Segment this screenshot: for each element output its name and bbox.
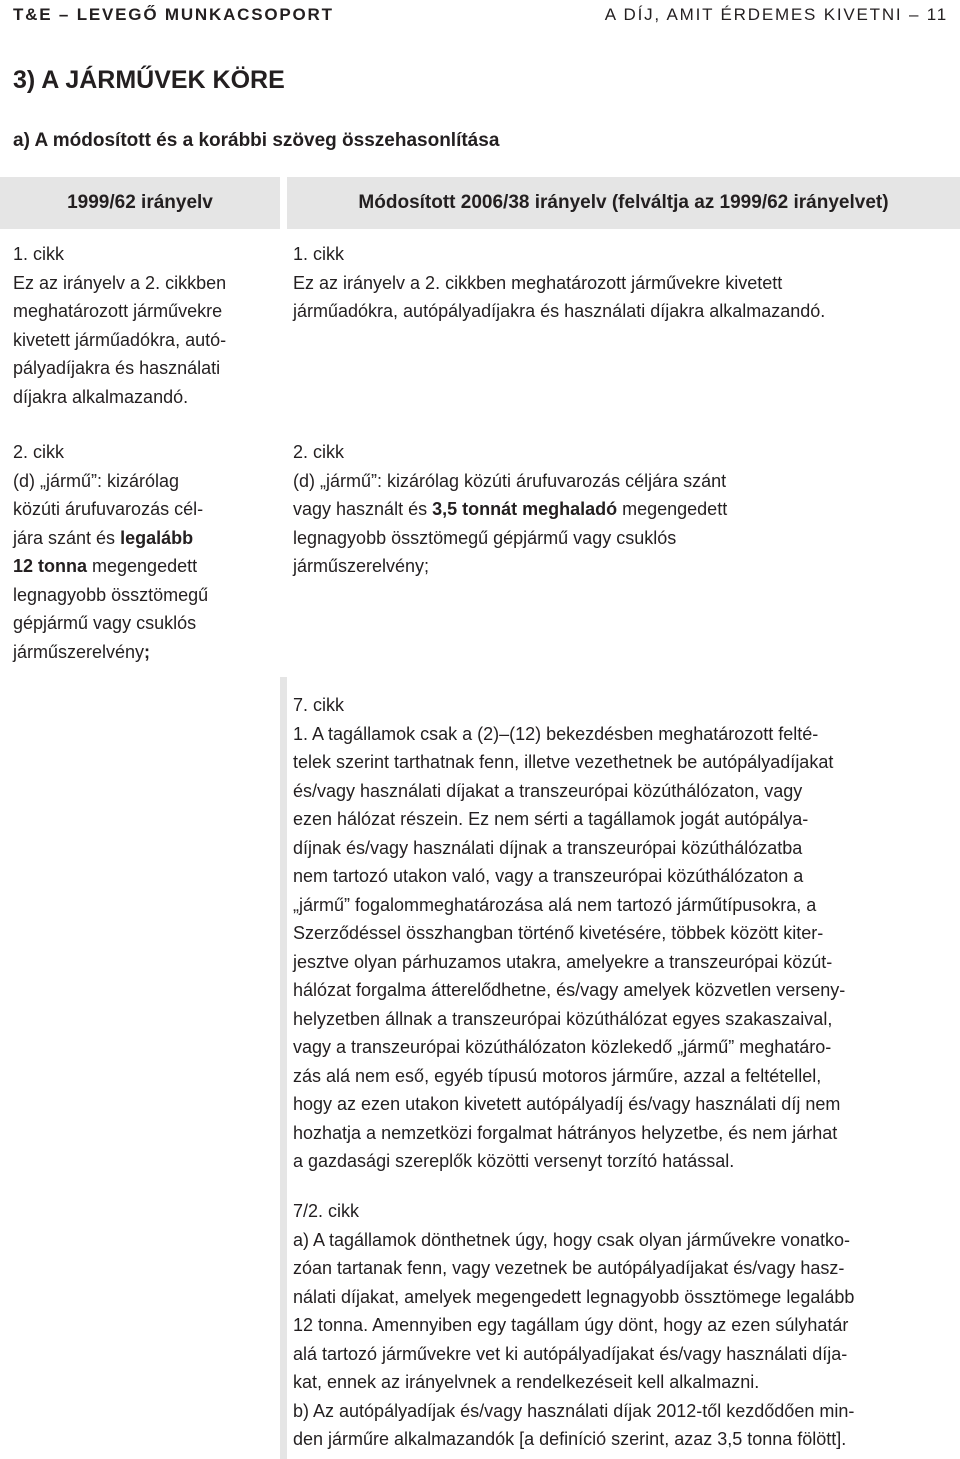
text-line: 12 tonna. Amennyiben egy tagállam úgy dönt, hogy az ezen súlyhatár bbox=[293, 1315, 849, 1335]
right-article-1 bbox=[293, 240, 825, 326]
text-line: 1. A tagállamok csak a (2)–(12) bekezdésben meghatározott felté- bbox=[293, 723, 819, 744]
text-line: legnagyobb össztömegű bbox=[13, 584, 209, 605]
right-article-2 bbox=[293, 438, 727, 581]
emphasis-text: 3,5 tonnát meghaladó bbox=[432, 499, 618, 519]
text-line: zás alá nem eső, egyéb típusú motoros járműre, azzal a feltétellel, bbox=[293, 1065, 822, 1086]
text-line bbox=[13, 524, 208, 553]
text-line bbox=[293, 495, 727, 524]
section-title: 3) A JÁRMŰVEK KÖRE bbox=[13, 66, 285, 94]
text-line: pályadíjakra és használati bbox=[13, 358, 221, 378]
text-line: 2. cikk bbox=[13, 442, 65, 462]
text-line: hogy az ezen utakon kivetett autópályadíj és/vagy használati díj nem bbox=[293, 1094, 841, 1114]
text-line: hálózat forgalma átterelődhetne, és/vagy amelyek közvetlen verseny- bbox=[293, 980, 846, 1000]
text-line: telek szerint tarthatnak fenn, illetve vezethetnek be autópályadíjakat bbox=[293, 752, 834, 772]
text-line: legnagyobb össztömegű gépjármű vagy csuklós bbox=[293, 527, 677, 548]
text-line: zóan tartanak fenn, vagy vezetnek be autópályadíjakat és/vagy hasz- bbox=[293, 1258, 845, 1278]
text-line: kat, ennek az irányelvnek a rendelkezéseit kell alkalmazni. bbox=[293, 1372, 760, 1392]
text-line: 1. cikk bbox=[13, 244, 65, 264]
text-line: (d) „jármű”: kizárólag bbox=[13, 470, 180, 491]
text-line: Ez az irányelv a 2. cikkben bbox=[13, 272, 227, 293]
text-line: meghatározott járművekre bbox=[13, 301, 223, 321]
right-article-7 bbox=[293, 691, 845, 1176]
text-line: helyzetben állnak a transzeurópai közúthálózat egyes szakaszaival, bbox=[293, 1008, 833, 1029]
emphasis-text: 12 tonna bbox=[13, 556, 88, 576]
emphasis-text: legalább bbox=[120, 527, 194, 548]
text-line: gépjármű vagy csuklós bbox=[13, 613, 197, 633]
text-line: b) Az autópályadíjak és/vagy használati díjak 2012-től kezdődően min- bbox=[293, 1400, 855, 1421]
text-line: 1. cikk bbox=[293, 244, 345, 264]
text-run: megengedett bbox=[87, 556, 198, 576]
text-line: a gazdasági szereplők közötti versenyt torzító hatással. bbox=[293, 1151, 735, 1171]
text-line: díjakra alkalmazandó. bbox=[13, 386, 189, 407]
text-run: vagy használt és bbox=[293, 499, 433, 519]
right-article-7-2 bbox=[293, 1197, 854, 1454]
text-line: nem tartozó utakon való, vagy a transzeurópai közúthálózaton a bbox=[293, 866, 804, 886]
left-article-2 bbox=[13, 438, 208, 666]
text-line: közúti árufuvarozás cél- bbox=[13, 499, 204, 519]
text-line: díjnak és/vagy használati díjnak a transzeurópai közúthálózatba bbox=[293, 837, 803, 858]
text-line: járműadókra, autópályadíjakra és használati díjakra alkalmazandó. bbox=[293, 301, 826, 321]
running-header-right: A DÍJ, AMIT ÉRDEMES KIVETNI – 11 bbox=[604, 5, 948, 24]
text-line: den járműre alkalmazandók [a definíció szerint, azaz 3,5 tonna fölött]. bbox=[293, 1429, 847, 1449]
text-line: és/vagy használati díjakat a transzeurópai közúthálózaton, vagy bbox=[293, 780, 803, 801]
column-separator bbox=[280, 677, 287, 1459]
text-line bbox=[13, 638, 208, 667]
text-line: jesztve olyan párhuzamos utakra, amelyekre a transzeurópai közút- bbox=[293, 951, 833, 972]
text-run: járműszerelvény bbox=[13, 641, 145, 662]
text-line: (d) „jármű”: kizárólag közúti árufuvarozás céljára szánt bbox=[293, 470, 727, 491]
text-line: járműszerelvény; bbox=[293, 556, 430, 576]
text-line: kivetett járműadókra, autó- bbox=[13, 329, 227, 350]
text-line: vagy a transzeurópai közúthálózaton közlekedő „jármű” meghatáro- bbox=[293, 1037, 832, 1057]
text-line: nálati díjakat, amelyek megengedett legnagyobb össztömege legalább bbox=[293, 1286, 855, 1307]
emphasis-text: ; bbox=[144, 641, 151, 662]
text-line: 2. cikk bbox=[293, 442, 345, 462]
text-run: jára szánt és bbox=[13, 527, 121, 548]
left-article-1 bbox=[13, 240, 226, 411]
text-line: alá tartozó járművekre vet ki autópályadíjakat és/vagy használati díja- bbox=[293, 1343, 848, 1364]
running-header-left: T&E – LEVEGŐ MUNKACSOPORT bbox=[13, 5, 334, 24]
text-line: Ez az irányelv a 2. cikkben meghatározott járművekre kivetett bbox=[293, 272, 783, 293]
subsection-title: a) A módosított és a korábbi szöveg összehasonlítása bbox=[13, 130, 500, 151]
text-line: 7. cikk bbox=[293, 695, 345, 715]
text-line: hozhatja a nemzetközi forgalmat hátrányos helyzetbe, és nem járhat bbox=[293, 1122, 838, 1143]
text-line: 7/2. cikk bbox=[293, 1201, 360, 1221]
table-header-left: 1999/62 irányelv bbox=[0, 177, 280, 229]
text-line: a) A tagállamok dönthetnek úgy, hogy csak olyan járművekre vonatko- bbox=[293, 1229, 850, 1250]
table-header-right: Módosított 2006/38 irányelv (felváltja az 1999/62 irányelvet) bbox=[287, 177, 960, 229]
text-line: „jármű” fogalommeghatározása alá nem tartozó járműtípusokra, a bbox=[293, 894, 817, 915]
text-line: Szerződéssel összhangban történő kivetésére, többek között kiter- bbox=[293, 923, 824, 943]
text-line: ezen hálózat részein. Ez nem sérti a tagállamok jogát autópálya- bbox=[293, 809, 809, 829]
text-line bbox=[13, 552, 208, 581]
text-run: megengedett bbox=[617, 499, 728, 519]
